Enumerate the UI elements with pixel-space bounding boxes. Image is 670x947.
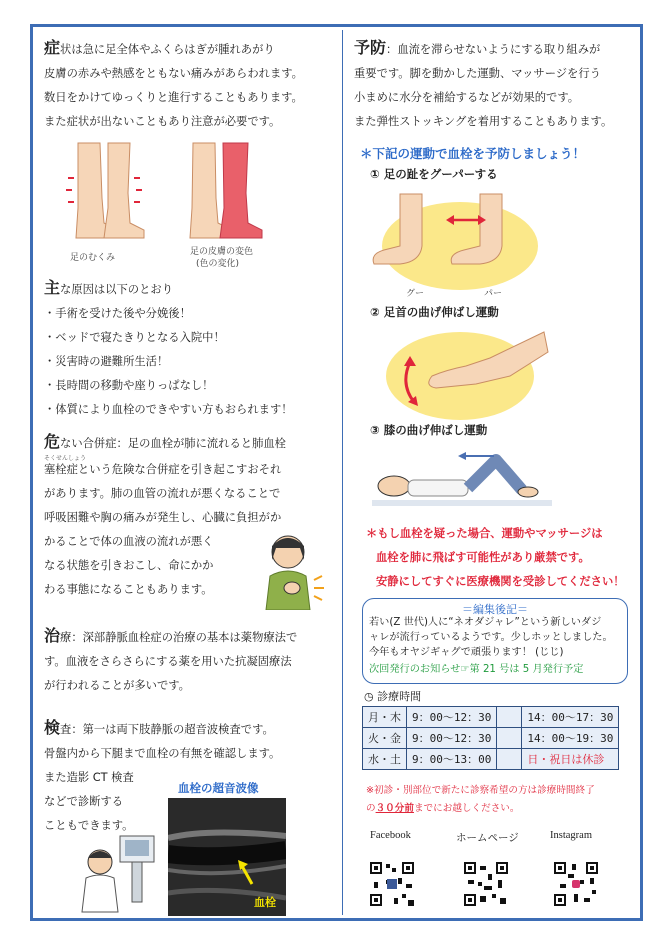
table-row — [363, 749, 619, 770]
instagram-label: Instagram — [550, 830, 592, 841]
am-cell: 9：00〜12：30 — [407, 707, 497, 728]
knee-exercise-illustration — [372, 446, 552, 510]
danger-line: ない合併症：足の血栓が肺に流れると肺血栓 — [60, 437, 286, 450]
homepage-label: ホームページ — [456, 832, 519, 844]
postscript-line: ャレが流行っているようです。少しホッとしました。 — [369, 632, 613, 643]
am-cell: 9：00〜12：30 — [407, 728, 497, 749]
causes-title: な原因は以下のとおり — [60, 283, 173, 296]
exam-line: こともできます。 — [44, 819, 134, 832]
chest-pain-illustration — [258, 530, 326, 610]
swelling-caption: 足のむくみ — [70, 253, 116, 263]
symptoms-line: 皮膚の赤みや熱感をともない痛みがあらわれます。 — [44, 67, 303, 80]
table-row — [363, 707, 619, 728]
gap-cell — [497, 728, 522, 749]
exercise-label: 足の趾をグーパーする — [383, 167, 498, 181]
causes-head: 主 — [44, 278, 61, 297]
treatment-line: 療：深部静脈血栓症の治療の基本は薬物療法で — [60, 631, 298, 644]
cause-item: ・ベッドで寝たきりとなる入院中！ — [44, 331, 225, 344]
exercise-label: 足首の曲げ伸ばし運動 — [383, 305, 499, 319]
prevention-head: 予防 — [354, 38, 387, 57]
skin-caption: 足の皮膚の変色 — [190, 247, 254, 257]
danger-line: なる状態を引きおこし、命にかか — [44, 559, 214, 572]
exercise-2 — [370, 304, 499, 320]
day-cell: 水・土 — [363, 749, 407, 770]
column-divider — [342, 30, 343, 915]
hours-title: 診療時間 — [377, 690, 422, 703]
danger-line: があります。肺の血管の流れが悪くなることで — [44, 487, 281, 500]
treatment-line: す。血液をさらさらにする薬を用いた抗凝固療法 — [44, 655, 292, 668]
exam-line: また造影 CT 検査 — [44, 771, 134, 784]
hours-table — [362, 706, 619, 770]
note-highlight: ３０分前 — [375, 803, 414, 814]
exercise-3 — [370, 422, 487, 438]
next-issue-note: 次回発行のお知らせ☞第 21 号は 5 月発行予定 — [369, 664, 584, 675]
danger-line: 呼吸困難や胸の痛みが発生し、心臓に負担がか — [44, 511, 282, 524]
homepage-qr-code[interactable] — [462, 860, 510, 908]
ultrasound-exam-illustration — [70, 832, 170, 917]
treatment-head: 治 — [44, 626, 61, 645]
gap-cell — [497, 749, 522, 770]
prevention-line: 重要です。脚を動かした運動、マッサージを行う — [354, 67, 601, 80]
danger-line: 塞栓症という危険な合併症を引き起こすおそれ — [44, 463, 282, 476]
treatment-line: が行われることが多いです。 — [44, 679, 190, 692]
danger-line: わる事態になることもあります。 — [44, 583, 213, 596]
cause-item: ・災害時の避難所生活！ — [44, 355, 169, 368]
exam-line: 査：第一は両下肢静脈の超音波検査です。 — [60, 723, 274, 736]
exercise-num: ② — [370, 305, 380, 319]
pm-cell: 14：00〜17：30 — [522, 707, 619, 728]
goo-label: グー — [406, 289, 425, 299]
instagram-qr-code[interactable] — [552, 860, 600, 908]
hours-title-row — [364, 688, 421, 704]
cause-item: ・手術を受けた後や分娩後！ — [44, 307, 191, 320]
closed-cell: 日・祝日は休診 — [522, 749, 619, 770]
day-cell: 火・金 — [363, 728, 407, 749]
am-cell: 9：00〜13：00 — [407, 749, 497, 770]
pm-cell: 14：00〜19：30 — [522, 728, 619, 749]
visit-note: の３０分前までにお越しください。 — [366, 803, 520, 814]
gap-cell — [497, 707, 522, 728]
postscript-line: 若い(Z 世代)人に“ネオダジャレ”という新しいダジ — [369, 617, 602, 628]
warning-line: 安静にしてすぐに医療機関を受診してください！ — [376, 575, 625, 588]
danger-ruby: そくせんしょう — [44, 455, 87, 462]
exercise-1 — [370, 166, 498, 182]
paa-label: パー — [484, 289, 503, 299]
cause-item: ・長時間の移動や座りっぱなし！ — [44, 379, 214, 392]
visit-note: ※初診・別部位で新たに診察希望の方は診療時間終了 — [366, 785, 595, 796]
exercise-num: ③ — [370, 423, 380, 437]
danger-line: かることで体の血液の流れが悪く — [44, 535, 214, 548]
prevention-line: また弾性ストッキングを着用することもあります。 — [354, 115, 613, 128]
facebook-qr-code[interactable] — [368, 860, 416, 908]
exam-head: 検 — [44, 718, 61, 737]
ankle-exercise-illustration — [380, 322, 550, 422]
symptoms-line: また症状が出ないこともあり注意が必要です。 — [44, 115, 281, 128]
toe-exercise-illustration — [360, 184, 540, 294]
skin-caption: (色の変化) — [196, 259, 240, 269]
clock-icon: ◷ — [364, 690, 374, 703]
warning-line: 血栓を肺に飛ばす可能性があり厳禁です。 — [376, 551, 590, 564]
postscript-title: ＝編集後記＝ — [462, 603, 528, 616]
exercise-num: ① — [370, 167, 380, 181]
table-row — [363, 728, 619, 749]
danger-head: 危 — [44, 432, 61, 451]
warning-line: ＊もし血栓を疑った場合、運動やマッサージは — [366, 527, 603, 540]
symptoms-line: 状は急に足全体やふくらはぎが腫れあがり — [60, 43, 275, 56]
facebook-label: Facebook — [370, 830, 411, 841]
postscript-box — [362, 598, 628, 684]
prevention-line: ：血流を滞らせないようにする取り組みが — [386, 43, 601, 56]
exercise-title: ＊下記の運動で血栓を予防しましょう！ — [360, 146, 586, 161]
cause-item: ・体質により血栓のできやすい方もおられます！ — [44, 403, 293, 416]
prevention-line: 小まめに水分を補給するなどが効果的です。 — [354, 91, 580, 104]
exercise-label: 膝の曲げ伸ばし運動 — [383, 423, 488, 437]
exam-line: 骨盤内から下腿まで血栓の有無を確認します。 — [44, 747, 281, 760]
day-cell: 月・木 — [363, 707, 407, 728]
leg-swelling-illustration — [58, 138, 268, 243]
ultrasound-title: 血栓の超音波像 — [178, 781, 259, 795]
exam-line: などで診断する — [44, 795, 124, 808]
postscript-line: 今年もオヤジギャグで頑張ります！ (じじ) — [369, 647, 564, 658]
ultrasound-label: 血栓 — [254, 896, 276, 909]
symptoms-line: 数日をかけてゆっくりと進行することもあります。 — [44, 91, 303, 104]
symptoms-head: 症 — [44, 38, 61, 57]
